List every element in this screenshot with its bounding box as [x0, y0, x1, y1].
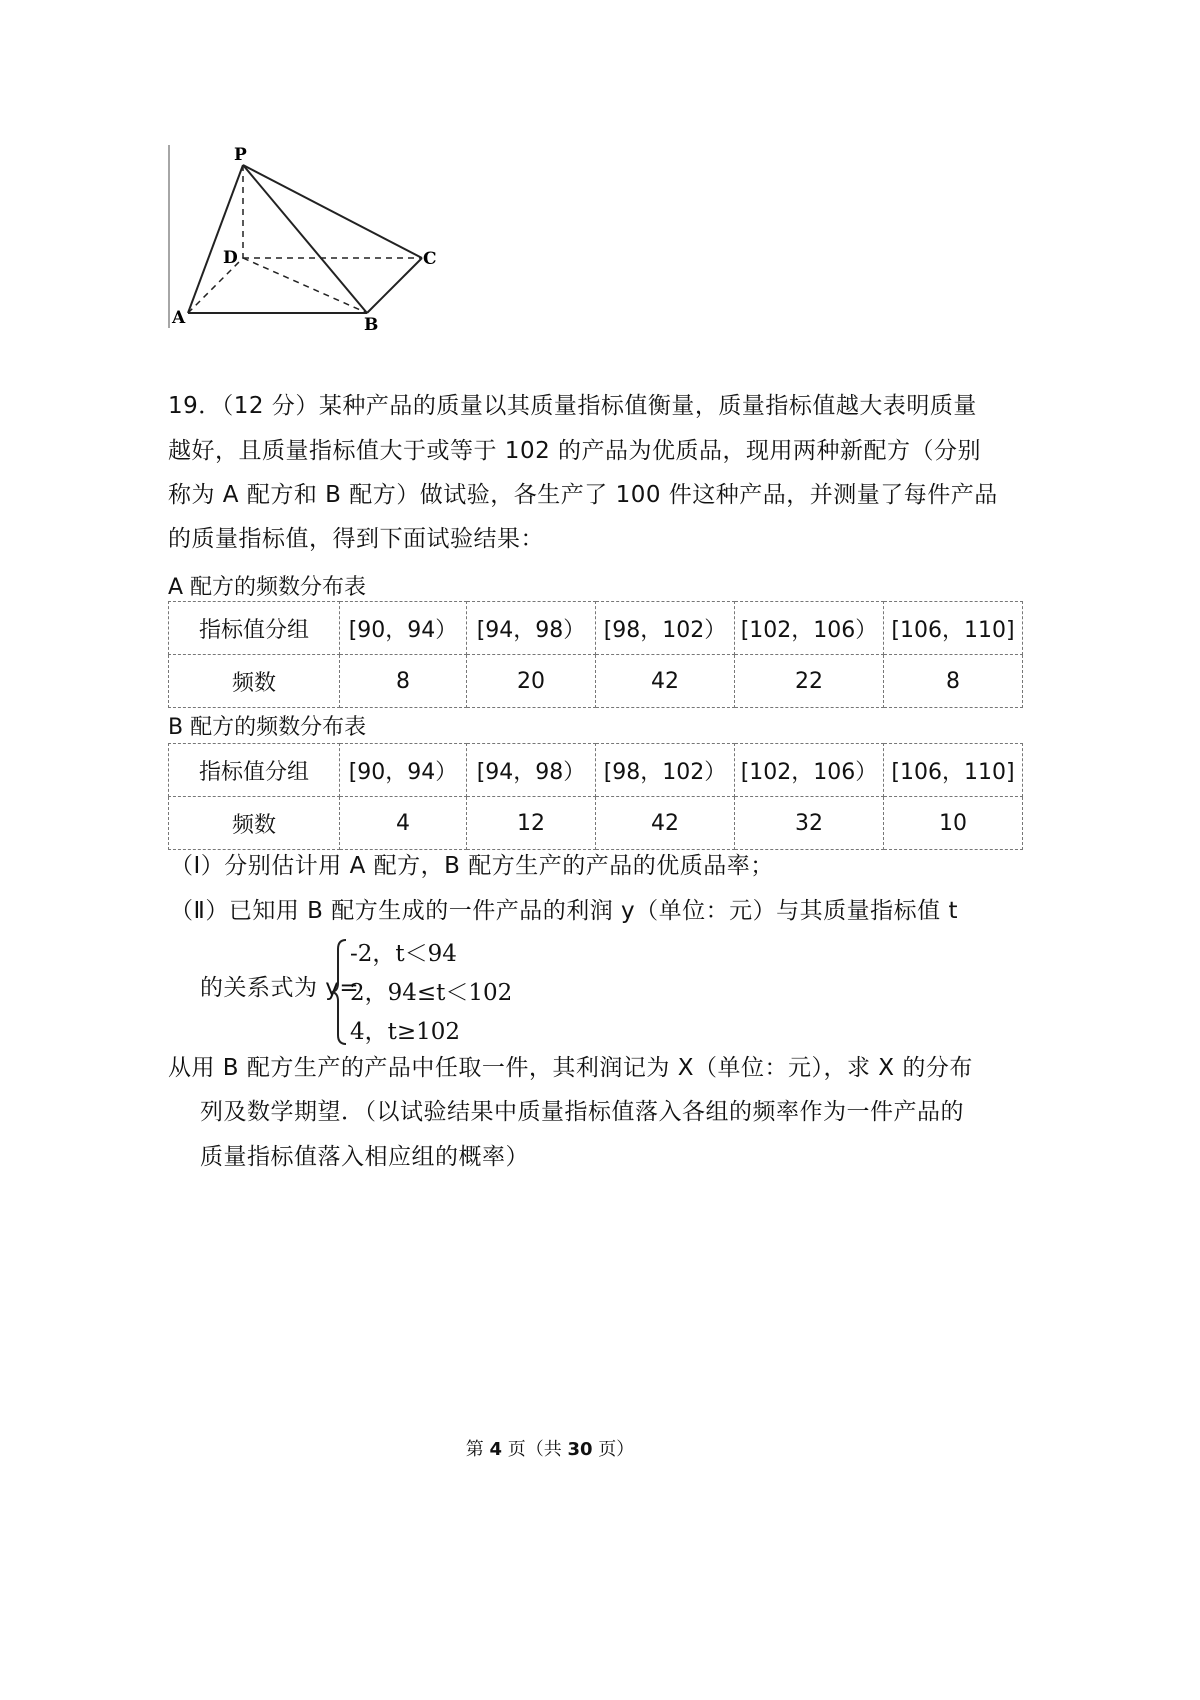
table-cell: 8 [340, 655, 467, 708]
case-2: 2，94≤t＜102 [350, 980, 513, 1006]
point-A-label: A [172, 308, 186, 328]
table-cell: 指标值分组 [169, 602, 340, 655]
table-cell: 20 [467, 655, 596, 708]
question-2-continuation-2: 列及数学期望．（以试验结果中质量指标值落入各组的频率作为一件产品的 [200, 1099, 964, 1125]
table-cell: [98，102） [596, 602, 735, 655]
problem-line-2: 越好，且质量指标值大于或等于 102 的产品为优质品，现用两种新配方（分别 [168, 438, 982, 464]
problem-line-4: 的质量指标值，得到下面试验结果： [168, 526, 544, 552]
table-cell: 指标值分组 [169, 744, 340, 797]
table-cell: 42 [596, 655, 735, 708]
table-row [169, 655, 1023, 708]
point-B-label: B [364, 315, 379, 335]
question-2-continuation-3: 质量指标值落入相应组的概率） [200, 1144, 529, 1170]
table-cell: [98，102） [596, 744, 735, 797]
table-cell: 8 [884, 655, 1023, 708]
edge-DB [243, 258, 367, 313]
table-cell: [106，110] [884, 602, 1023, 655]
question-1: （Ⅰ）分别估计用 A 配方，B 配方生产的产品的优质品率； [170, 853, 774, 879]
table-cell: 频数 [169, 797, 340, 850]
table-row [169, 797, 1023, 850]
table-cell: [102，106） [735, 602, 884, 655]
table-cell: [102，106） [735, 744, 884, 797]
table-cell: 4 [340, 797, 467, 850]
table-row [169, 602, 1023, 655]
table-b [168, 743, 1023, 850]
footer-pre: 第 [465, 1439, 490, 1460]
table-cell: 22 [735, 655, 884, 708]
table-cell: [94，98） [467, 744, 596, 797]
edge-BC [367, 258, 422, 313]
question-2: （Ⅱ）已知用 B 配方生成的一件产品的利润 y（单位：元）与其质量指标值 t [170, 898, 958, 924]
total-pages-number: 30 [567, 1439, 593, 1460]
table-b-caption: B 配方的频数分布表 [168, 715, 367, 740]
table-cell: 32 [735, 797, 884, 850]
table-cell: [106，110] [884, 744, 1023, 797]
question-2-continuation-1: 从用 B 配方生产的产品中任取一件，其利润记为 X（单位：元），求 X 的分布 [168, 1055, 973, 1081]
table-a-caption: A 配方的频数分布表 [168, 575, 367, 600]
point-D-label: D [223, 248, 238, 268]
problem-line-1: 19．（12 分）某种产品的质量以其质量指标值衡量，质量指标值越大表明质量 [168, 393, 977, 419]
table-cell: [90，94） [340, 602, 467, 655]
pyramid-figure [160, 140, 460, 340]
problem-line-3: 称为 A 配方和 B 配方）做试验，各生产了 100 件这种产品，并测量了每件产品 [168, 482, 998, 508]
edge-PA [188, 165, 243, 313]
case-1: -2，t＜94 [350, 941, 457, 967]
table-cell: [90，94） [340, 744, 467, 797]
table-cell: [94，98） [467, 602, 596, 655]
case-3: 4，t≥102 [350, 1019, 461, 1045]
table-cell: 频数 [169, 655, 340, 708]
current-page-number: 4 [489, 1439, 502, 1460]
table-a [168, 601, 1023, 708]
page-footer [0, 1435, 1100, 1461]
relation-prefix: 的关系式为 y= [200, 975, 360, 1001]
table-cell: 12 [467, 797, 596, 850]
point-C-label: C [423, 249, 437, 269]
piecewise-cases [350, 935, 512, 1052]
piecewise-brace [330, 937, 350, 1047]
table-cell: 42 [596, 797, 735, 850]
table-row [169, 744, 1023, 797]
edge-PB [243, 165, 367, 313]
table-cell: 10 [884, 797, 1023, 850]
point-P-label: P [234, 145, 247, 165]
edge-PC [243, 165, 422, 258]
footer-mid: 页（共 [502, 1439, 568, 1460]
footer-post: 页） [592, 1439, 635, 1460]
